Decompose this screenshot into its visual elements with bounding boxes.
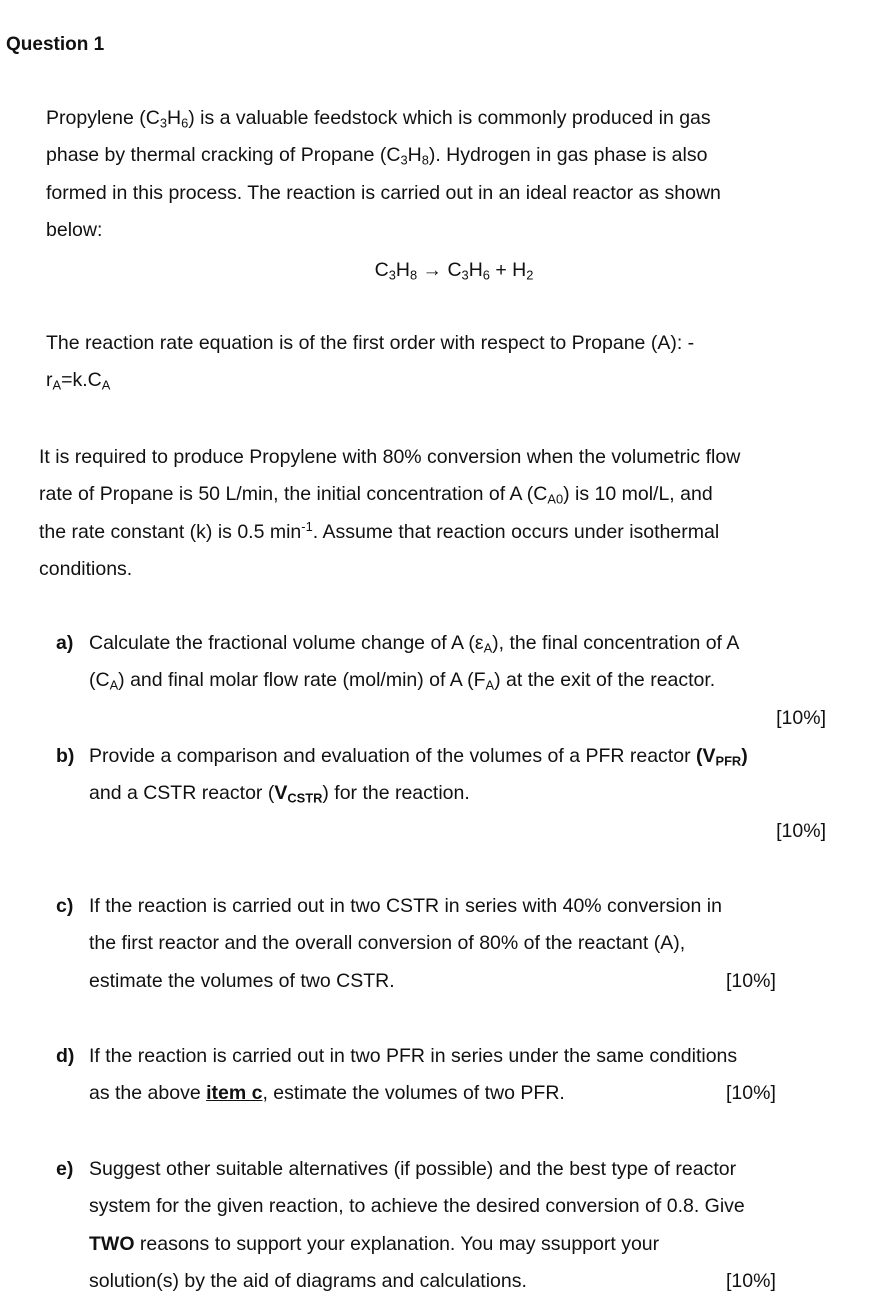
- conditions-paragraph: [39, 439, 826, 588]
- item-d: [56, 1038, 826, 1113]
- intro-line-1: Propylene $(C_3H_6)$ is a valuable feedstock which is commonly produced in gas: [46, 107, 711, 131]
- item-d-mark: [10%]: [726, 1082, 776, 1104]
- item-b-mark: [10%]: [776, 820, 826, 842]
- rate-paragraph: [46, 325, 826, 400]
- item-e-mark: [10%]: [726, 1270, 776, 1292]
- item-d-label: d): [56, 1045, 75, 1067]
- item-e-text: Suggest other suitable alternatives (if possible) and the best type of reactor system for the given reaction, to achieve the desired conversion of 0.8. Give TWO reasons to support your explanation. You may ssupport your solution(s) by the aid of diagrams and calculations.: [89, 1158, 745, 1292]
- intro-line-2: phase by thermal cracking of Propane $(C_3H_8)$. Hydrogen in gas phase is also: [46, 144, 708, 168]
- intro-line-3: formed in this process. The reaction is carried out in an ideal reactor as shown: [46, 181, 721, 204]
- arrow-glyph: →: [417, 259, 448, 281]
- item-a: [56, 625, 826, 700]
- conditions-line-4: conditions.: [39, 557, 133, 580]
- intro-paragraph: [46, 100, 826, 249]
- item-e: [56, 1151, 826, 1300]
- item-b: [56, 738, 826, 813]
- item-a-mark: [10%]: [776, 707, 826, 729]
- item-c: [56, 888, 826, 1000]
- item-e-label: e): [56, 1158, 74, 1180]
- item-c-text: If the reaction is carried out in two CSTR in series with 40% conversion in the first reactor and the overall conversion of 80% of the reactant (A), estimate the volumes of two CSTR.: [89, 895, 722, 992]
- item-d-text: If the reaction is carried out in two PFR in series under the same conditions as the above item c, estimate the volumes of two PFR.: [89, 1045, 738, 1105]
- item-a-label: a): [56, 632, 74, 654]
- reaction-equation: $C_3H_8 \to C_3H_6 + H_2$: [374, 259, 534, 283]
- question-title: Question 1: [6, 34, 105, 55]
- item-c-mark: [10%]: [726, 970, 776, 992]
- item-b-text: Provide a comparison and evaluation of the volumes of a PFR reactor $(V_{PFR})$ and a CSTR reactor $(V_{CSTR})$ for the reaction.: [89, 745, 748, 806]
- item-c-reference: item c: [206, 1082, 263, 1105]
- conditions-line-3: the rate constant (k) is 0.5 $\min^{-1}$. Assume that reaction occurs under isothermal: [39, 518, 720, 543]
- item-c-label: c): [56, 895, 74, 917]
- conditions-line-1: It is required to produce Propylene with 80% conversion when the volumetric flow: [39, 446, 741, 468]
- item-a-text: Calculate the fractional volume change of A $(\varepsilon_A)$, the final concentration of A $(C_A)$ and final molar flow rate (mol/min) of A $(F_A)$ at the exit of the reactor.: [89, 632, 740, 693]
- item-b-label: b): [56, 745, 75, 767]
- rate-line-1: The reaction rate equation is of the first order with respect to Propane (A): -: [46, 332, 695, 354]
- rate-line-2: $r_A=k.C_A$: [46, 369, 111, 393]
- intro-line-4: below:: [46, 218, 103, 241]
- conditions-line-2: rate of Propane is 50 L/min, the initial concentration of A $(C_{A0})$ is 10 mol/L, and: [39, 483, 713, 507]
